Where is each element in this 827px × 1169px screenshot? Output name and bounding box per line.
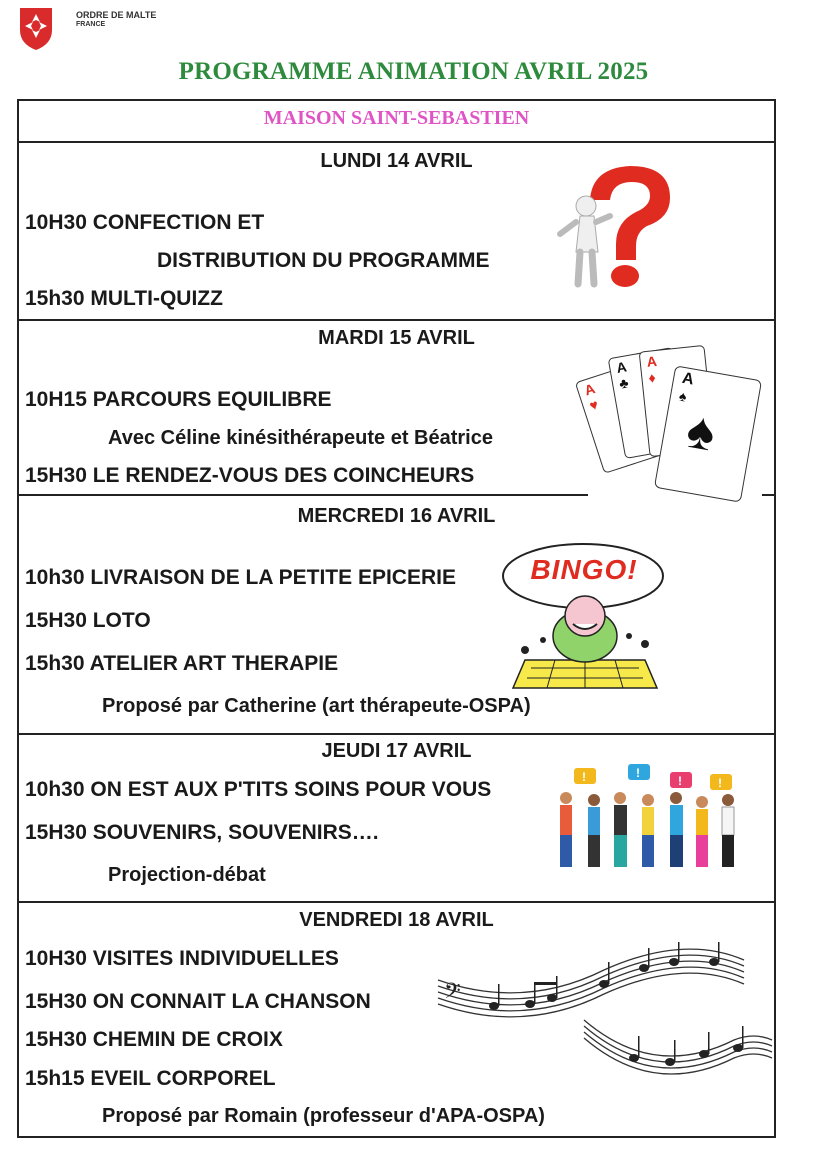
activity-line: 15H30 LE RENDEZ-VOUS DES COINCHEURS xyxy=(25,464,475,487)
diamond-icon: ♦ xyxy=(647,369,657,386)
activity-line: 15H30 LOTO xyxy=(25,609,151,632)
svg-text:!: ! xyxy=(582,770,586,784)
club-icon: ♣ xyxy=(617,374,630,392)
svg-text:!: ! xyxy=(678,774,682,788)
activity-line: 10h30 ON EST AUX P'TITS SOINS POUR VOUS xyxy=(25,778,492,801)
org-country: FRANCE xyxy=(76,21,106,28)
activity-line: 15H30 ON CONNAIT LA CHANSON xyxy=(25,990,371,1013)
activity-note: Proposé par Catherine (art thérapeute-OSPA) xyxy=(102,695,531,717)
separator xyxy=(17,733,776,735)
svg-text:!: ! xyxy=(718,776,722,790)
card-rank: A xyxy=(680,369,696,389)
page-title: PROGRAMME ANIMATION AVRIL 2025 xyxy=(178,58,649,85)
activity-line: 15h30 ATELIER ART THERAPIE xyxy=(25,652,339,675)
day-label-wednesday: MERCREDI 16 AVRIL xyxy=(297,505,496,527)
spade-icon: ♠ xyxy=(677,387,688,405)
house-name: MAISON SAINT-SEBASTIEN xyxy=(263,107,530,129)
day-label-friday: VENDREDI 18 AVRIL xyxy=(299,909,494,931)
music-staff-icon xyxy=(434,940,774,1085)
activity-line: 10H30 VISITES INDIVIDUELLES xyxy=(25,947,339,970)
day-label-thursday: JEUDI 17 AVRIL xyxy=(321,740,472,762)
org-name: ORDRE DE MALTE xyxy=(76,10,157,20)
separator xyxy=(17,141,776,143)
logo-text xyxy=(76,10,156,30)
svg-text:𝄢: 𝄢 xyxy=(444,979,461,1009)
activity-line: 15H30 SOUVENIRS, SOUVENIRS…. xyxy=(25,821,379,844)
day-label-tuesday: MARDI 15 AVRIL xyxy=(318,327,475,349)
spade-icon: ♠ xyxy=(682,400,720,463)
card-rank: A xyxy=(645,352,658,370)
separator xyxy=(17,319,776,321)
heart-icon: ♥ xyxy=(587,395,601,414)
bingo-illustration xyxy=(495,540,675,690)
card-rank: A xyxy=(582,380,597,399)
discussion-group-icon xyxy=(552,764,757,874)
activity-line: 15H30 CHEMIN DE CROIX xyxy=(25,1028,283,1051)
activity-line: 15h15 EVEIL CORPOREL xyxy=(25,1067,276,1090)
activity-line: 10H15 PARCOURS EQUILIBRE xyxy=(25,388,332,411)
activity-line: 10H30 CONFECTION ET xyxy=(25,211,265,234)
bingo-text: BINGO! xyxy=(530,554,638,585)
separator xyxy=(17,494,588,496)
activity-note: Projection-débat xyxy=(108,864,266,886)
svg-text:!: ! xyxy=(636,766,640,780)
ordre-de-malte-logo xyxy=(18,4,158,58)
separator xyxy=(17,901,776,903)
activity-line: 10h30 LIVRAISON DE LA PETITE EPICERIE xyxy=(25,566,456,589)
activity-line: DISTRIBUTION DU PROGRAMME xyxy=(157,249,490,272)
question-mark-figure-icon xyxy=(552,160,687,290)
activity-note: Avec Céline kinésithérapeute et Béatrice xyxy=(108,427,493,449)
maltese-cross-shield-icon xyxy=(18,4,54,52)
day-label-monday: LUNDI 14 AVRIL xyxy=(320,150,473,172)
activity-line: 15h30 MULTI-QUIZZ xyxy=(25,287,223,310)
playing-cards-icon xyxy=(582,332,767,507)
card-rank: A xyxy=(615,358,628,377)
activity-note: Proposé par Romain (professeur d'APA-OSPA) xyxy=(102,1105,545,1127)
